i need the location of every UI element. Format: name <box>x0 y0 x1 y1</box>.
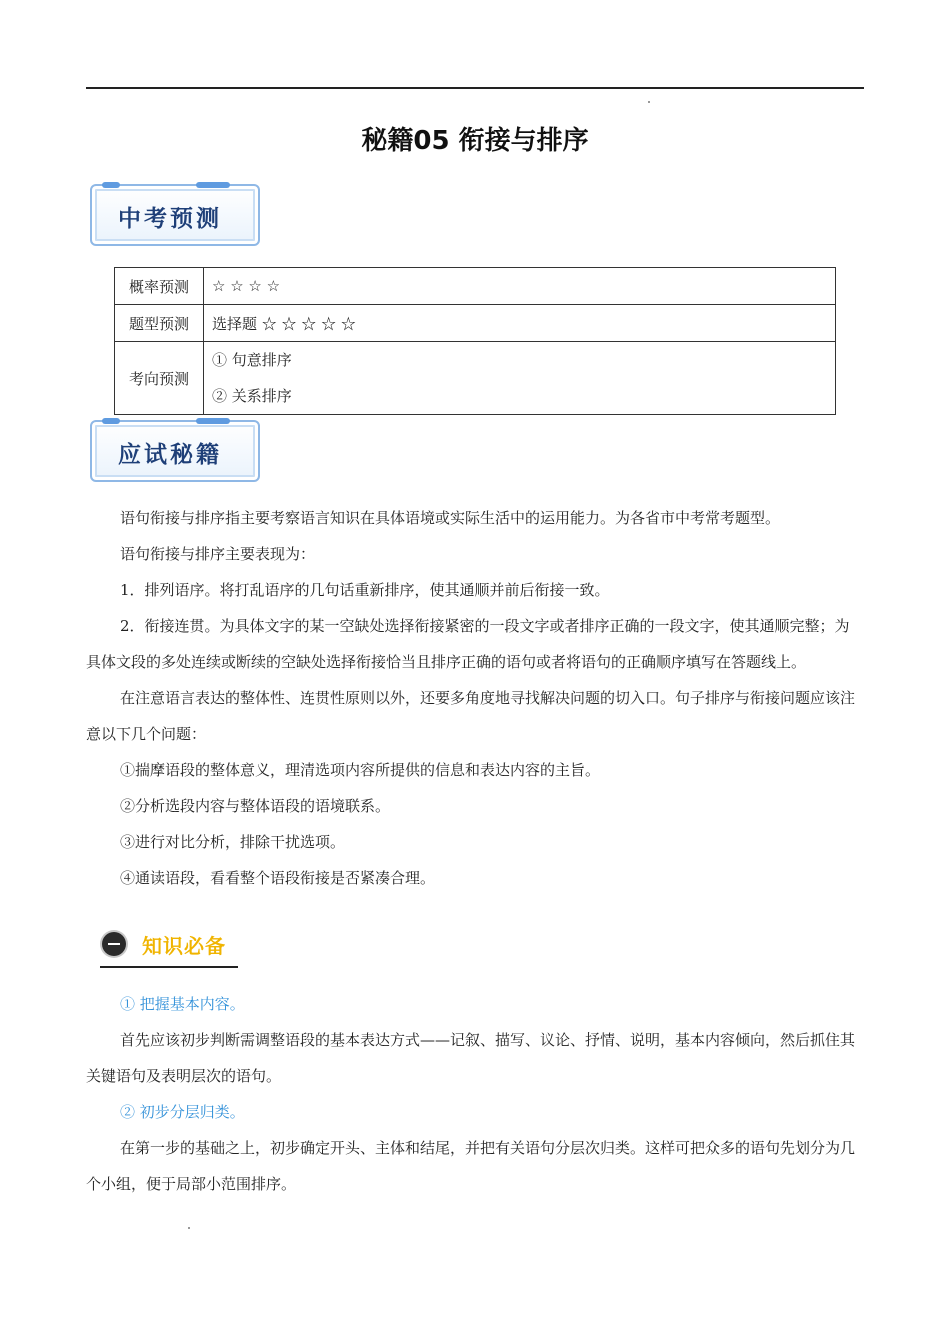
paragraph: 语句衔接与排序指主要考察语言知识在具体语境或实际生活中的运用能力。为各省市中考常考题型。 <box>120 509 781 527</box>
knowledge-section-header <box>100 926 238 968</box>
badge-decoration <box>196 182 230 188</box>
badge-prediction-label: 中考预测 <box>118 206 222 232</box>
direction-item: ② 关系排序 <box>212 387 292 405</box>
table-value-cell: 选择题 ☆ ☆ ☆ ☆ ☆ <box>204 305 836 342</box>
paragraph: ②分析选段内容与整体语段的语境联系。 <box>120 797 391 815</box>
badge-strategy <box>90 420 260 482</box>
table-key-cell: 概率预测 <box>115 268 204 305</box>
table-row <box>115 305 836 342</box>
strategy-text <box>86 500 864 896</box>
table-key-cell: 题型预测 <box>115 305 204 342</box>
table-value-cell: ☆ ☆ ☆ ☆ <box>204 268 836 305</box>
paragraph: 在注意语言表达的整体性、连贯性原则以外，还要多角度地寻找解决问题的切入口。句子排序与衔接问题应该注意以下几个问题： <box>86 689 856 743</box>
knowledge-heading: ① 把握基本内容。 <box>120 995 245 1013</box>
paragraph: 首先应该初步判断需调整语段的基本表达方式——记叙、描写、议论、抒情、说明，基本内容倾向，然后抓住其关键语句及表明层次的语句。 <box>86 1031 856 1085</box>
badge-decoration <box>102 418 120 424</box>
paragraph: 在第一步的基础之上，初步确定开头、主体和结尾，并把有关语句分层次归类。这样可把众多的语句先划分为几个小组，便于局部小范围排序。 <box>86 1139 856 1193</box>
knowledge-heading: ② 初步分层归类。 <box>120 1103 245 1121</box>
paragraph: ③进行对比分析，排除干扰选项。 <box>120 833 346 851</box>
badge-decoration <box>102 182 120 188</box>
minus-circle-icon <box>102 932 126 956</box>
table-row <box>115 342 836 415</box>
page-title: 秘籍05 衔接与排序 <box>361 126 589 156</box>
badge-prediction <box>90 184 260 246</box>
paragraph: ①揣摩语段的整体意义，理清选项内容所提供的信息和表达内容的主旨。 <box>120 761 601 779</box>
scan-speck <box>648 101 650 103</box>
paragraph: 语句衔接与排序主要表现为： <box>120 545 316 563</box>
paragraph: 2．衔接连贯。为具体文字的某一空缺处选择衔接紧密的一段文字或者排序正确的一段文字，使其通顺完整；为具体文段的多处连续或断续的空缺处选择衔接恰当且排序正确的语句或者将语句的正确顺序填写在答题线上。 <box>86 617 850 671</box>
knowledge-text <box>86 986 864 1202</box>
table-key-cell: 考向预测 <box>115 342 204 415</box>
table-row <box>115 268 836 305</box>
badge-strategy-label: 应试秘籍 <box>118 442 222 468</box>
paragraph: ④通读语段，看看整个语段衔接是否紧凑合理。 <box>120 869 436 887</box>
table-value-cell <box>204 342 836 415</box>
scan-speck <box>188 1227 190 1229</box>
section-title: 知识必备 <box>142 934 226 958</box>
paragraph: 1．排列语序。将打乱语序的几句话重新排序，使其通顺并前后衔接一致。 <box>120 581 610 599</box>
header-rule <box>86 87 864 89</box>
badge-decoration <box>196 418 230 424</box>
direction-item: ① 句意排序 <box>212 351 292 369</box>
prediction-table <box>114 267 836 415</box>
